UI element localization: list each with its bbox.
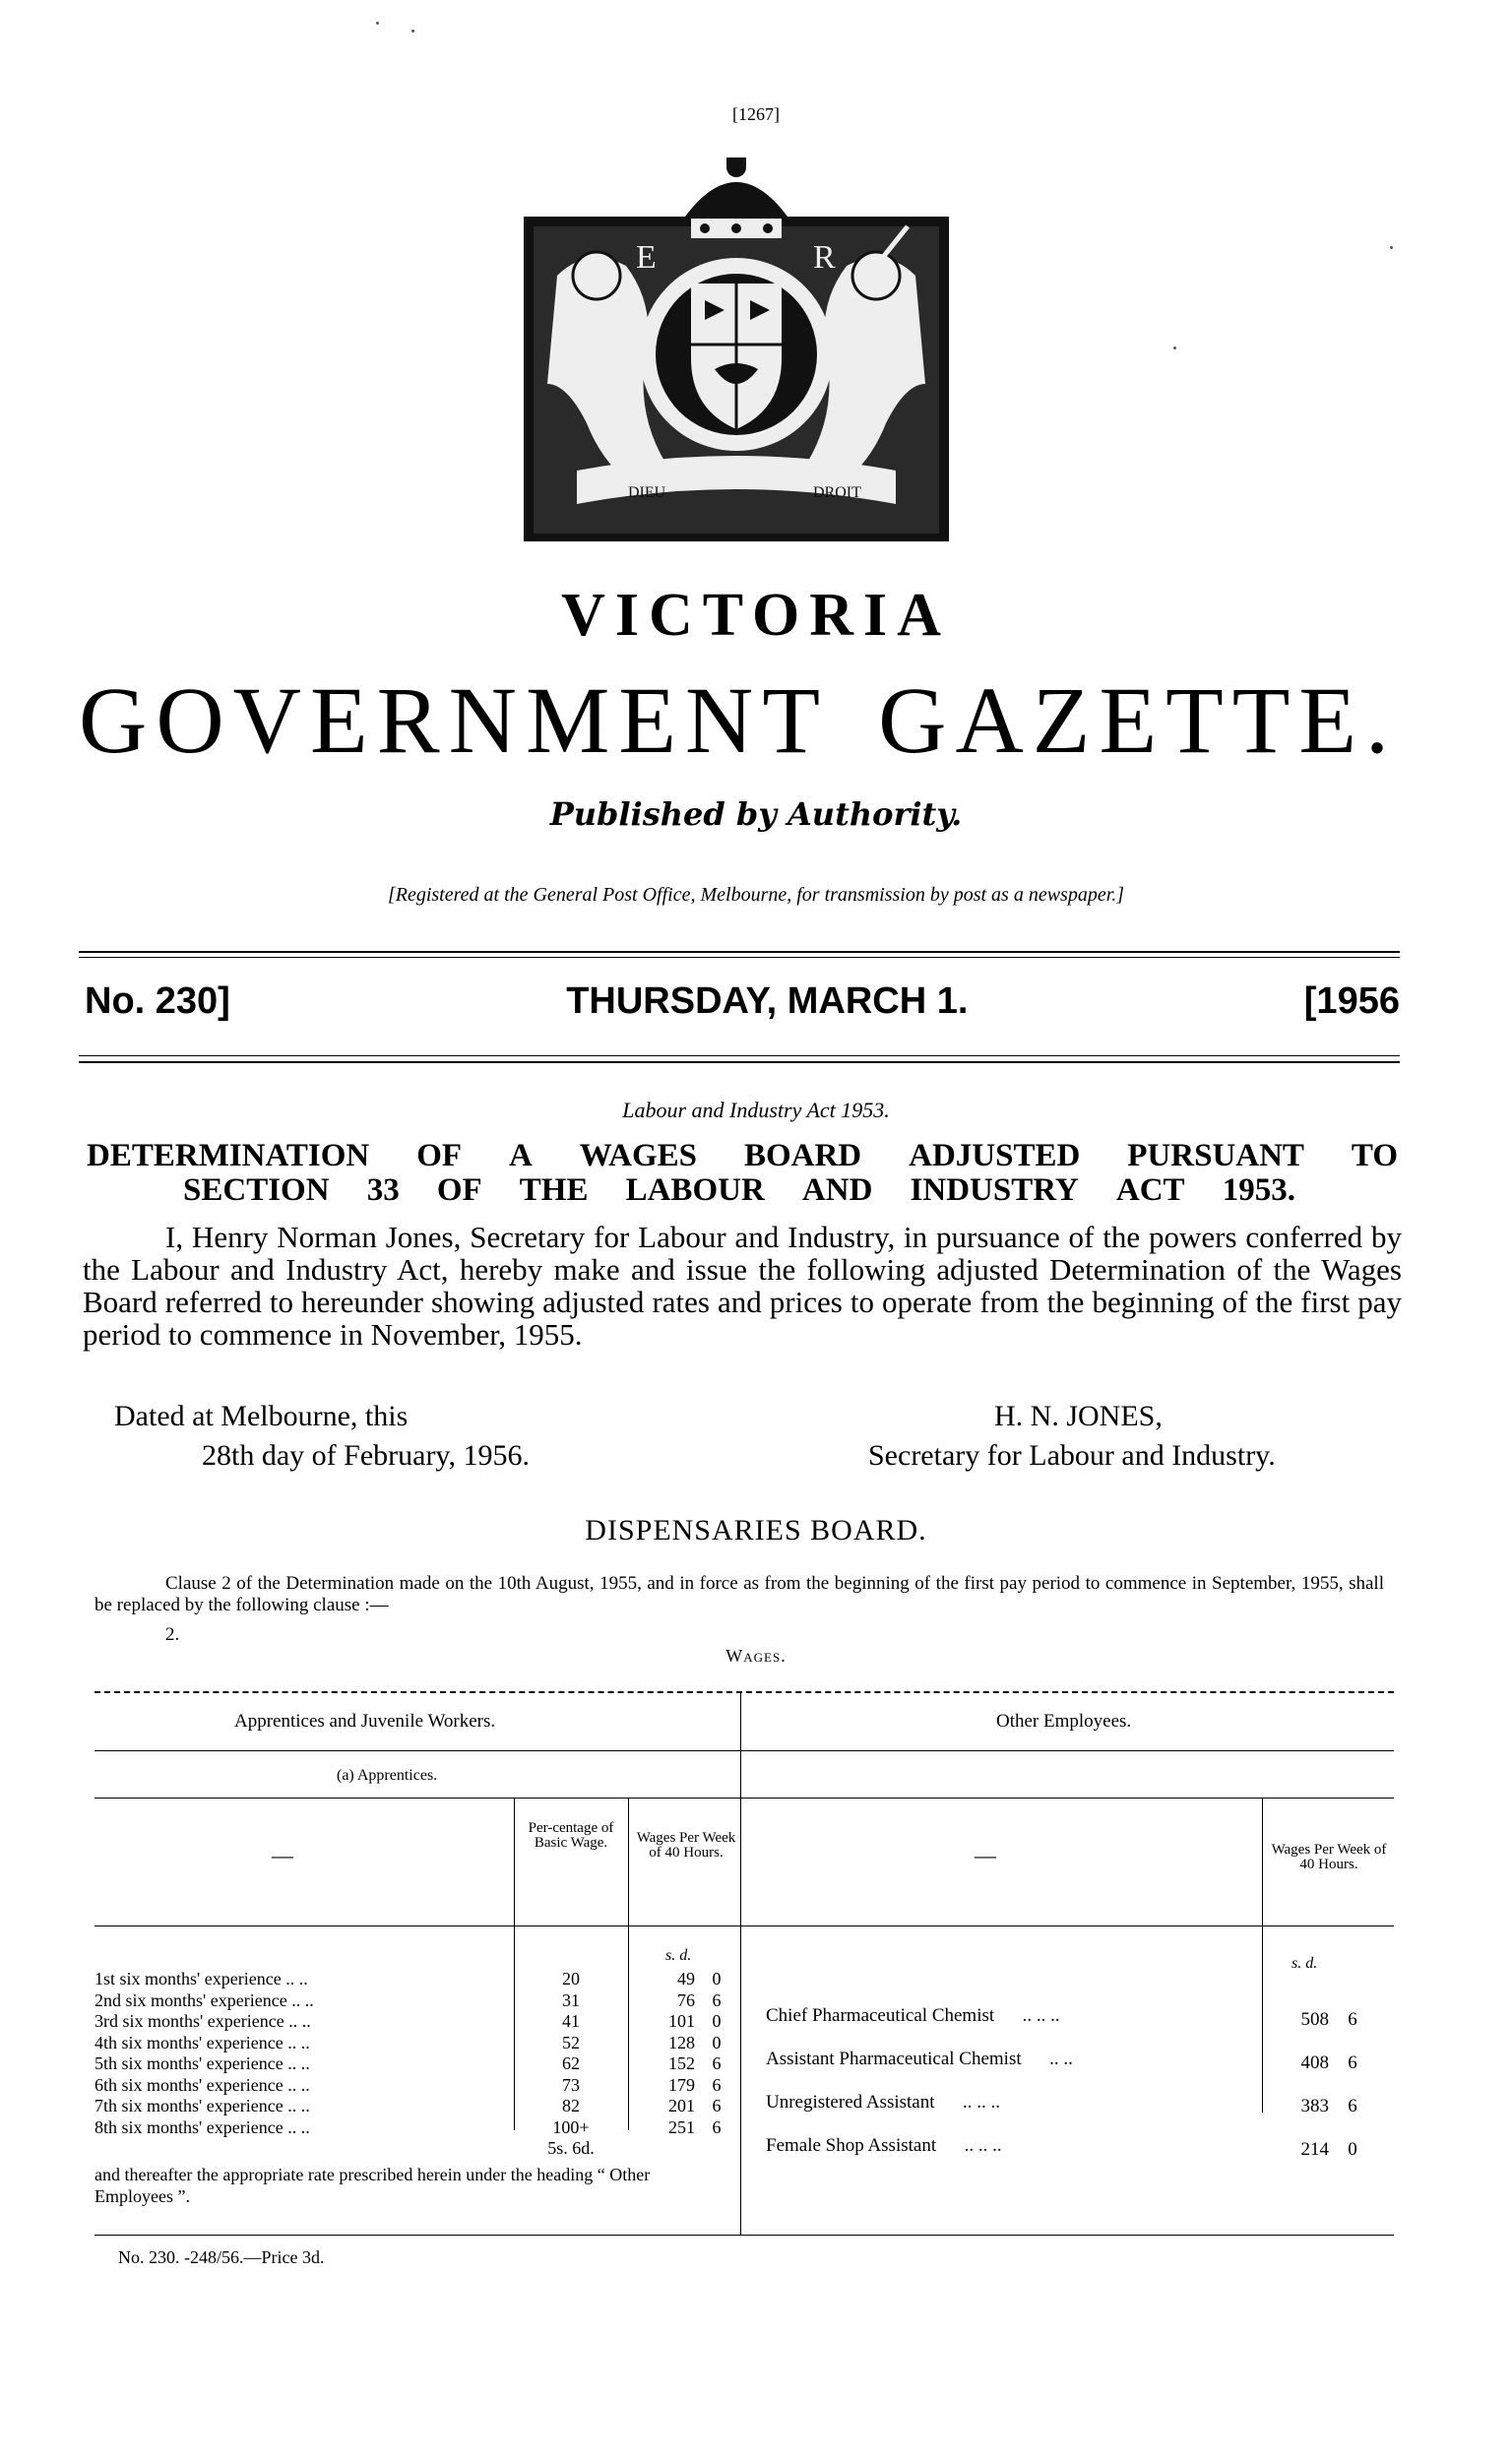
shillings-cell: 179: [668, 2074, 695, 2095]
signatory-title: Secretary for Labour and Industry.: [868, 1439, 1276, 1472]
row-label: 7th six months' experience: [94, 2096, 284, 2115]
right-item-dash: —: [975, 1843, 996, 1867]
apprentices-subheader: (a) Apprentices.: [337, 1767, 438, 1784]
rule-top-1: [79, 951, 1400, 953]
other-employee-labels: [766, 1994, 1258, 2168]
heading-word: WAGES: [579, 1138, 698, 1173]
issue-year: [1956: [1303, 980, 1400, 1022]
heading-word: 33: [366, 1172, 400, 1208]
table-row: [94, 2117, 508, 2139]
board-title: DISPENSARIES BOARD.: [585, 1514, 927, 1547]
scan-speck: [1390, 246, 1393, 249]
col-percentage-basic-wage: Per-centage of Basic Wage.: [528, 1820, 614, 1851]
pence-cell: 6: [1348, 2052, 1357, 2073]
pence-cell: 6: [712, 2053, 722, 2073]
left-item-dash: —: [272, 1843, 293, 1867]
masthead-victoria: VICTORIA: [561, 582, 951, 649]
table-left-col-divider-2: [628, 1798, 629, 2130]
issue-line: [85, 980, 1400, 1023]
row-label: 8th six months' experience: [94, 2116, 284, 2137]
row-label: Assistant Pharmaceutical Chemist: [766, 2049, 1022, 2069]
percentage-cell: 100+: [552, 2116, 590, 2137]
pence-cell: 6: [712, 2116, 722, 2137]
shillings-cell: 128: [668, 2032, 695, 2052]
determination-heading-line-1: [87, 1139, 1398, 1172]
table-row: [94, 2033, 508, 2054]
row-dots: .. .. ..: [1022, 2005, 1060, 2026]
table-row: [94, 1990, 508, 2012]
crest-cipher-right: R: [813, 239, 836, 276]
row-label: Female Shop Assistant: [766, 2135, 937, 2156]
table-row: [94, 2075, 508, 2097]
rule-bottom-2: [79, 1061, 1400, 1063]
heading-word: INDUSTRY: [910, 1172, 1079, 1208]
shillings-cell: 214: [1300, 2139, 1329, 2160]
apprentice-note: and thereafter the appropriate rate prescribed herein under the heading “ Other Employees ”.: [94, 2165, 651, 2206]
act-title: Labour and Industry Act 1953.: [622, 1098, 890, 1122]
row-dots: .. ..: [287, 2096, 310, 2115]
pence-cell: 6: [1348, 2096, 1357, 2116]
percentage-cell: 31: [562, 1989, 580, 2010]
table-bottom-rule: [94, 2235, 1394, 2236]
pence-cell: 6: [712, 2074, 722, 2095]
shillings-cell: 201: [668, 2096, 695, 2115]
row-label: 3rd six months' experience: [94, 2011, 284, 2031]
col-wages-per-week: Wages Per Week of 40 Hours.: [636, 1830, 736, 1861]
row-dots: .. ..: [287, 2032, 310, 2052]
percentage-cell: 82: [562, 2096, 580, 2115]
heading-word: THE: [519, 1172, 589, 1208]
registration-note: [Registered at the General Post Office, Melbourne, for transmission by post as a newspaper.]: [387, 884, 1125, 906]
table-colheader-rule: [94, 1925, 1394, 1926]
table-row: [94, 2053, 508, 2075]
row-dots: .. ..: [285, 1969, 308, 1989]
table-subheader-rule: [94, 1798, 1394, 1799]
pence-cell: 0: [1348, 2139, 1357, 2160]
issue-date: THURSDAY, MARCH 1.: [566, 980, 969, 1022]
table-top-rule: [94, 1691, 1394, 1693]
row-label: Unregistered Assistant: [766, 2092, 935, 2113]
col-wages-per-week-other: Wages Per Week of 40 Hours.: [1271, 1842, 1387, 1872]
heading-word: BOARD: [743, 1138, 862, 1173]
other-employee-shillings: [1276, 1998, 1329, 2172]
shillings-cell: 76: [677, 1989, 695, 2010]
row-dots: .. ..: [291, 1989, 314, 2010]
row-label: 5th six months' experience: [94, 2053, 284, 2073]
table-row: [766, 1994, 1258, 2038]
dated-line-1: Dated at Melbourne, this: [114, 1400, 409, 1432]
rule-top-2: [79, 957, 1400, 958]
other-employee-pence: [1341, 1998, 1364, 2172]
heading-word: DETERMINATION: [87, 1138, 370, 1173]
percentage-cell: 20: [562, 1969, 580, 1989]
pence-cell: 6: [1348, 2009, 1357, 2030]
pence-cell: 0: [712, 2032, 722, 2052]
row-dots: .. ..: [1049, 2049, 1073, 2069]
table-row: [94, 1969, 508, 1990]
rule-bottom-1: [79, 1055, 1400, 1056]
heading-word: AND: [801, 1172, 873, 1208]
determination-paragraph: I, Henry Norman Jones, Secretary for Labour and Industry, in pursuance of the powers conferred by the Labour and Industry Act, hereby make and issue the following adjusted Determination of the Wages Board referred to hereunder showing adjusted rates and prices to operate from the beginning of the first pay period to commence in November, 1955.: [83, 1220, 1402, 1352]
row-dots: .. ..: [288, 2011, 311, 2031]
crest-motto-left: DIEU: [628, 484, 666, 501]
masthead-gazette: GAZETTE.: [878, 667, 1398, 773]
table-row: [766, 2038, 1258, 2081]
heading-word: ACT: [1115, 1172, 1185, 1208]
row-label: 4th six months' experience: [94, 2032, 284, 2052]
scan-speck: [1173, 347, 1176, 349]
units-left: s. d.: [665, 1947, 692, 1964]
masthead-title: [79, 665, 1398, 775]
heading-word: PURSUANT: [1127, 1138, 1304, 1173]
pence-cell: 6: [712, 1989, 722, 2010]
apprentice-percentages: [522, 1969, 620, 2160]
heading-word: A: [509, 1138, 533, 1173]
apprentice-labels: [94, 1969, 508, 2138]
table-row: [94, 2096, 508, 2117]
published-by-authority: Published by Authority.: [549, 795, 963, 833]
pence-cell: 0: [712, 1969, 722, 1989]
units-right: s. d.: [1292, 1955, 1318, 1972]
right-column-header: Other Employees.: [996, 1711, 1132, 1732]
page-number: [1267]: [732, 104, 780, 124]
determination-heading-line-2: [183, 1173, 1295, 1207]
heading-word: LABOUR: [625, 1172, 765, 1208]
percentage-cell: 52: [562, 2032, 580, 2052]
table-row: [766, 2124, 1258, 2168]
crest-motto-right: DROIT: [813, 484, 861, 501]
signatory-name: H. N. JONES,: [994, 1400, 1163, 1432]
row-dots: .. ..: [287, 2074, 310, 2095]
shillings-cell: 408: [1300, 2052, 1329, 2073]
table-right-col-divider: [1262, 1798, 1263, 2113]
wages-title: Wages.: [725, 1646, 787, 1666]
table-row: [766, 2081, 1258, 2124]
row-label: 6th six months' experience: [94, 2074, 284, 2095]
scan-speck: [411, 30, 414, 32]
scan-speck: [376, 22, 379, 25]
heading-word: SECTION: [183, 1172, 330, 1208]
crest-cipher-left: E: [636, 239, 657, 276]
clause-number: 2.: [165, 1624, 180, 1645]
shillings-cell: 508: [1300, 2009, 1329, 2030]
percentage-cell: 62: [562, 2053, 580, 2073]
percentage-extra: 5s. 6d.: [547, 2138, 595, 2158]
table-row: [94, 2011, 508, 2033]
issue-number: No. 230]: [85, 980, 230, 1022]
shillings-cell: 383: [1300, 2096, 1329, 2116]
heading-word: ADJUSTED: [909, 1138, 1081, 1173]
table-header-rule: [94, 1750, 1394, 1751]
table-left-col-divider-1: [514, 1798, 515, 2130]
clause-text: Clause 2 of the Determination made on the 10th August, 1955, and in force as from the beginning of the first pay period to commence in September, 1955, shall be replaced by the following clause :—: [94, 1573, 1384, 1615]
row-dots: .. ..: [287, 2116, 310, 2137]
apprentice-shillings: [642, 1969, 695, 2138]
row-dots: .. ..: [287, 2053, 310, 2073]
row-dots: .. .. ..: [964, 2135, 1002, 2156]
shillings-cell: 152: [668, 2053, 695, 2073]
dated-line-2: 28th day of February, 1956.: [202, 1439, 530, 1472]
heading-word: 1953.: [1222, 1172, 1295, 1208]
row-label: 1st six months' experience: [94, 1969, 282, 1989]
left-column-header: Apprentices and Juvenile Workers.: [234, 1711, 496, 1732]
row-dots: .. .. ..: [963, 2092, 1001, 2113]
table-center-divider: [740, 1691, 741, 2235]
pence-cell: 0: [712, 2011, 722, 2031]
shillings-cell: 251: [668, 2116, 695, 2137]
row-label: 2nd six months' experience: [94, 1989, 287, 2010]
percentage-cell: 73: [562, 2074, 580, 2095]
shillings-cell: 101: [668, 2011, 695, 2031]
percentage-cell: 41: [562, 2011, 580, 2031]
row-label: Chief Pharmaceutical Chemist: [766, 2005, 995, 2026]
pence-cell: 6: [712, 2096, 722, 2115]
apprentice-pence: [705, 1969, 728, 2138]
royal-coat-of-arms: [518, 158, 955, 545]
shillings-cell: 49: [677, 1969, 695, 1989]
footer-note: No. 230. -248/56.—Price 3d.: [118, 2247, 325, 2267]
heading-word: TO: [1351, 1138, 1398, 1173]
heading-word: OF: [436, 1172, 482, 1208]
heading-word: OF: [416, 1138, 463, 1173]
masthead-government: GOVERNMENT: [79, 667, 829, 773]
